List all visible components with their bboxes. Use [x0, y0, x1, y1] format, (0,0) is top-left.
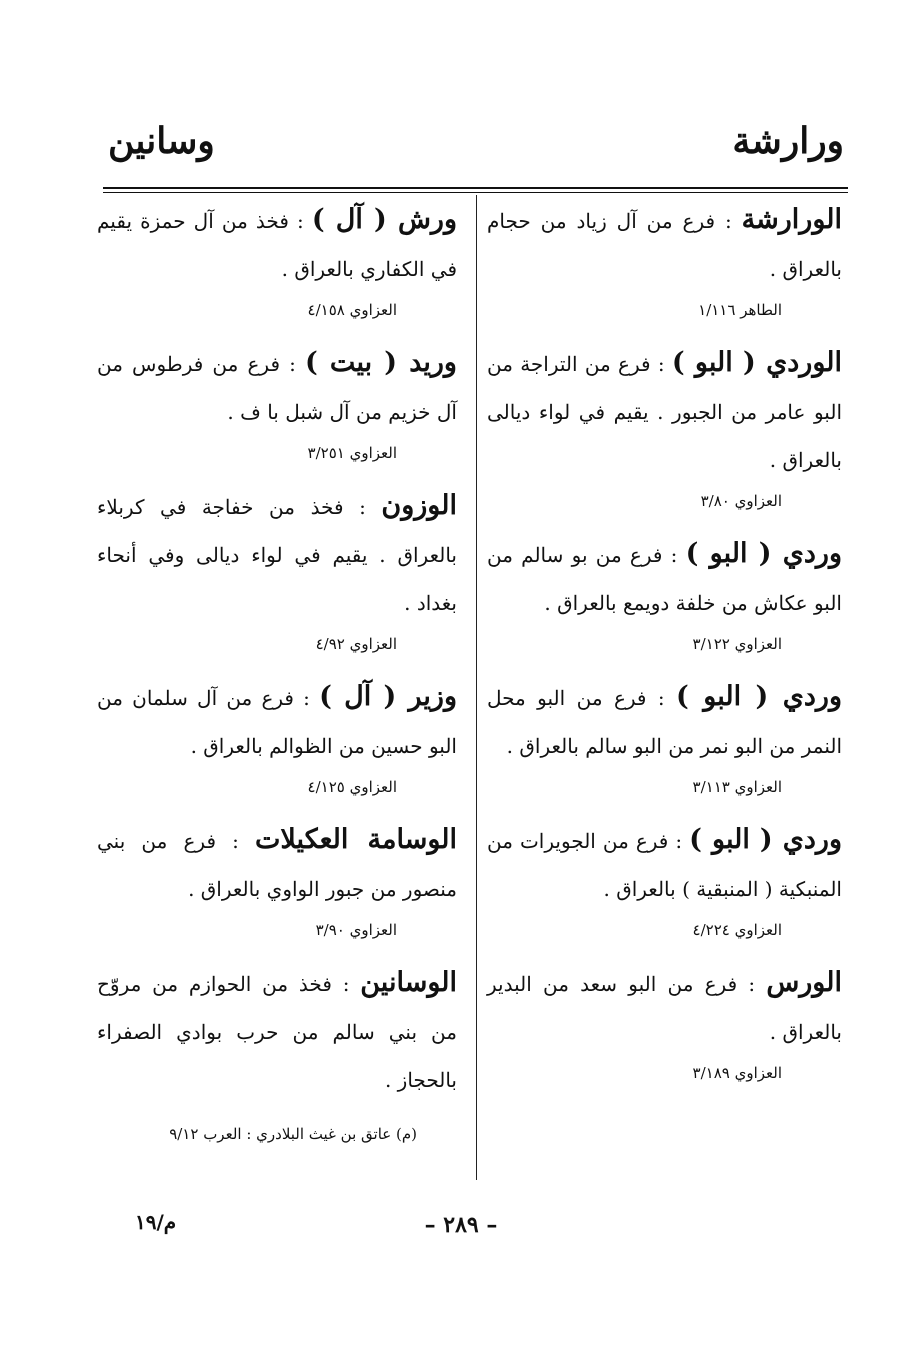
- entry-title: وريد ( بيت ): [305, 347, 457, 378]
- entry-text: : فرع من فرطوس من آل خزيم من آل شبل با ف .: [97, 352, 457, 424]
- running-head-right: ورارشة: [732, 120, 844, 162]
- entry-text: : فخذ من آل حمزة يقيم في الكفاري بالعراق .: [97, 209, 457, 281]
- entry-text: : فرع من آل سلمان من البو حسين من الظوالم بالعراق .: [97, 686, 457, 758]
- entry-title: الورارشة: [741, 204, 842, 235]
- entry-reference: العزاوي ٤/١٢٥: [307, 778, 397, 796]
- entry: [487, 959, 842, 1088]
- header-rule-thin: [103, 192, 848, 193]
- entry-text: : فرع من بني منصور من جبور الواوي بالعراق .: [97, 829, 457, 901]
- entry-title: وزير ( آل ): [319, 681, 457, 712]
- page-number: – ٢٨٩ –: [424, 1212, 498, 1238]
- entry-reference: العزاوي ٣/٨٠: [700, 492, 782, 510]
- entry-reference: العزاوي ٣/١١٣: [692, 778, 782, 796]
- entry-text: : فخذ من خفاجة في كربلاء بالعراق . يقيم في لواء ديالى وفي أنحاء بغداد .: [97, 495, 457, 615]
- header-rule: [103, 187, 848, 189]
- entry-title: الوزون: [381, 490, 457, 521]
- column-divider: [476, 195, 477, 1180]
- entry: [487, 673, 842, 802]
- left-column: [97, 196, 457, 1164]
- entry: [487, 816, 842, 945]
- entry-title: الوردي ( البو ): [671, 347, 842, 378]
- entry-title: الوسامة العكيلات: [255, 824, 457, 855]
- entry: [97, 959, 457, 1149]
- running-head-left: وسانين: [108, 120, 215, 162]
- entry-title: وردي ( البو ): [689, 824, 842, 855]
- entry-text: : فرع من بو سالم من البو عكاش من خلفة دويمع بالعراق .: [487, 543, 842, 615]
- entry: [97, 196, 457, 325]
- entry-title: الوسانين: [360, 967, 457, 998]
- entry: [97, 339, 457, 468]
- entry-text: : فرع من البو سعد من البدير بالعراق .: [487, 972, 842, 1044]
- right-column: [487, 196, 842, 1102]
- entry-reference: العزاوي ٤/١٥٨: [307, 301, 397, 319]
- entry-title: ورش ( آل ): [311, 204, 457, 235]
- entry: [97, 673, 457, 802]
- entry-title: الورس: [766, 967, 842, 998]
- entry-reference: العزاوي ٣/٩٠: [315, 921, 397, 939]
- entry-reference: العزاوي ٤/٢٢٤: [692, 921, 782, 939]
- entry-reference: العزاوي ٣/١٢٢: [692, 635, 782, 653]
- entry: [487, 339, 842, 516]
- entry-text: : فرع من البو محل النمر من البو نمر من البو سالم بالعراق .: [487, 686, 842, 758]
- entry-text: : فرع من آل زياد من حجام بالعراق .: [487, 209, 842, 281]
- entry: [97, 816, 457, 945]
- entry-title: وردي ( البو ): [676, 681, 843, 712]
- entry-text: : فرع من الجويرات من المنبكية ( المنبقية ) بالعراق .: [487, 829, 842, 901]
- entry: [487, 196, 842, 325]
- entry-reference: العزاوي ٤/٩٢: [315, 635, 397, 653]
- entry-reference: العزاوي ٣/١٨٩: [692, 1064, 782, 1082]
- entry-title: وردي ( البو ): [685, 538, 842, 569]
- entry-reference: الطاهر ١/١١٦: [698, 301, 782, 319]
- signature-mark: م/١٩: [135, 1210, 177, 1234]
- entry-reference: العزاوي ٣/٢٥١: [307, 444, 397, 462]
- entry-text: : فخذ من الحوازم من مروّح من بني سالم من حرب بوادي الصفراء بالحجاز .: [97, 972, 457, 1092]
- entry-text: : فرع من التراجة من البو عامر من الجبور . يقيم في لواء ديالى بالعراق .: [487, 352, 842, 472]
- footnote: (م) عاتق بن غيث البلادري : العرب ٩/١٢: [169, 1125, 417, 1143]
- entry: [487, 530, 842, 659]
- entry: [97, 482, 457, 659]
